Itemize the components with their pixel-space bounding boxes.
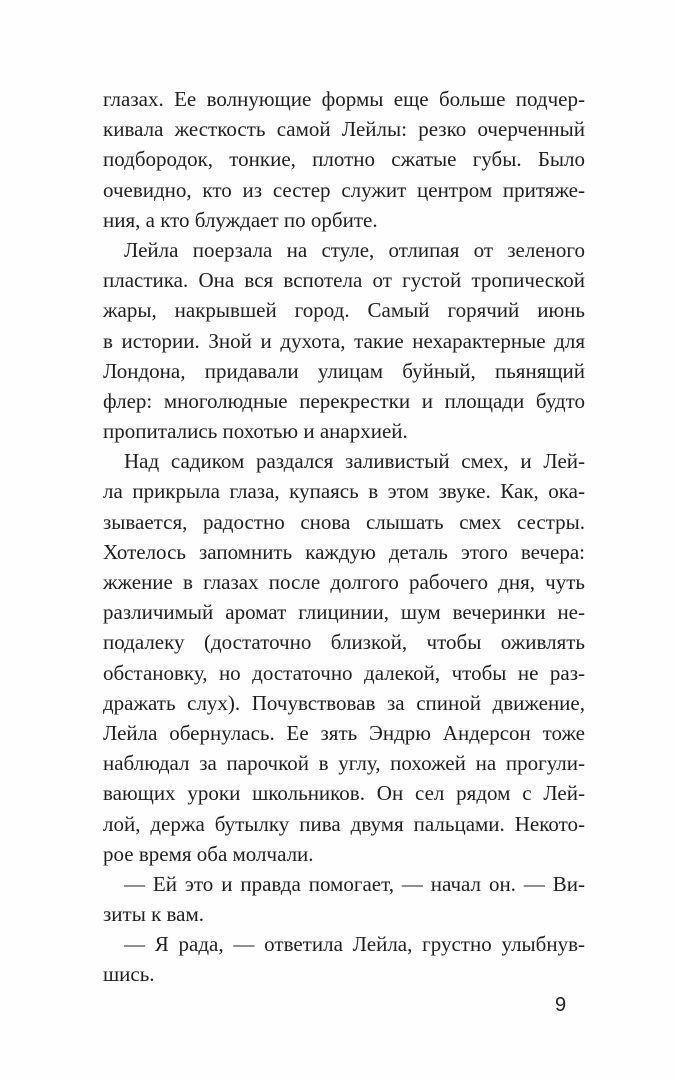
page-number: 9 [555,994,567,1016]
dialogue-2 [103,929,585,989]
paragraph-3 [103,446,585,869]
text-line: ния, а кто блуждает по орбите. [103,207,378,232]
text-line: кивала жесткость самой Лейлы: резко очерченный [103,117,585,142]
text-line: Лейла обернулась. Ее зять Эндрю Андерсон тоже [103,720,585,745]
text-line: пластика. Она вся вспотела от густой тропической [103,268,585,293]
text-line: Лейла поерзала на стуле, отлипая от зеленого [124,237,585,262]
text-line: рое время оба молчали. [103,841,314,866]
text-line: флер: многолюдные перекрестки и площади будто [103,388,585,413]
text-line: подалеку (достаточно близкой, чтобы оживлять [103,630,585,655]
text-line: — Я рада, — ответила Лейла, грустно улыбнув- [124,932,585,957]
text-line: ла прикрыла глаза, купаясь в этом звуке. Как, ока- [103,479,585,504]
text-line: различимый аромат глицинии, шум вечеринки не- [103,600,585,625]
body-text [103,84,585,990]
text-line: в истории. Зной и духота, такие нехарактерные для [103,328,585,353]
text-line: Лондона, придавали улицам буйный, пьянящий [103,358,585,383]
text-line: жжение в глазах после долгого рабочего дня, чуть [103,570,585,594]
text-line: Хотелось запомнить каждую деталь этого вечера: [103,539,585,564]
text-line: очевидно, кто из сестер служит центром притяже- [103,177,585,202]
text-line: зиты к вам. [103,902,205,927]
text-line: глазах. Ее волнующие формы еще больше подчер- [103,87,585,111]
text-line: пропитались похотью и анархией. [103,419,408,444]
text-line: зывается, радостно снова слышать смех сестры. [103,509,585,534]
text-line: Над садиком раздался заливистый смех, и Лей- [124,449,585,474]
text-line: — Ей это и правда помогает, — начал он. — Ви- [124,871,585,896]
text-line: лой, держа бутылку пива двумя пальцами. Некото- [103,811,585,836]
text-line: шись. [103,962,155,987]
text-line: подбородок, тонкие, плотно сжатые губы. Было [103,147,585,172]
text-line: обстановку, но достаточно далекой, чтобы не раз- [103,660,585,685]
paragraph-1 [103,84,585,235]
text-line: жары, накрывшей город. Самый горячий июнь [103,298,585,323]
text-line: наблюдал за парочкой в углу, похожей на прогули- [103,751,585,776]
dialogue-1 [103,869,585,929]
paragraph-2 [103,235,585,446]
text-line: вающих уроки школьников. Он сел рядом с Лей- [103,781,585,806]
text-line: дражать слух). Почувствовав за спиной движение, [103,690,585,715]
